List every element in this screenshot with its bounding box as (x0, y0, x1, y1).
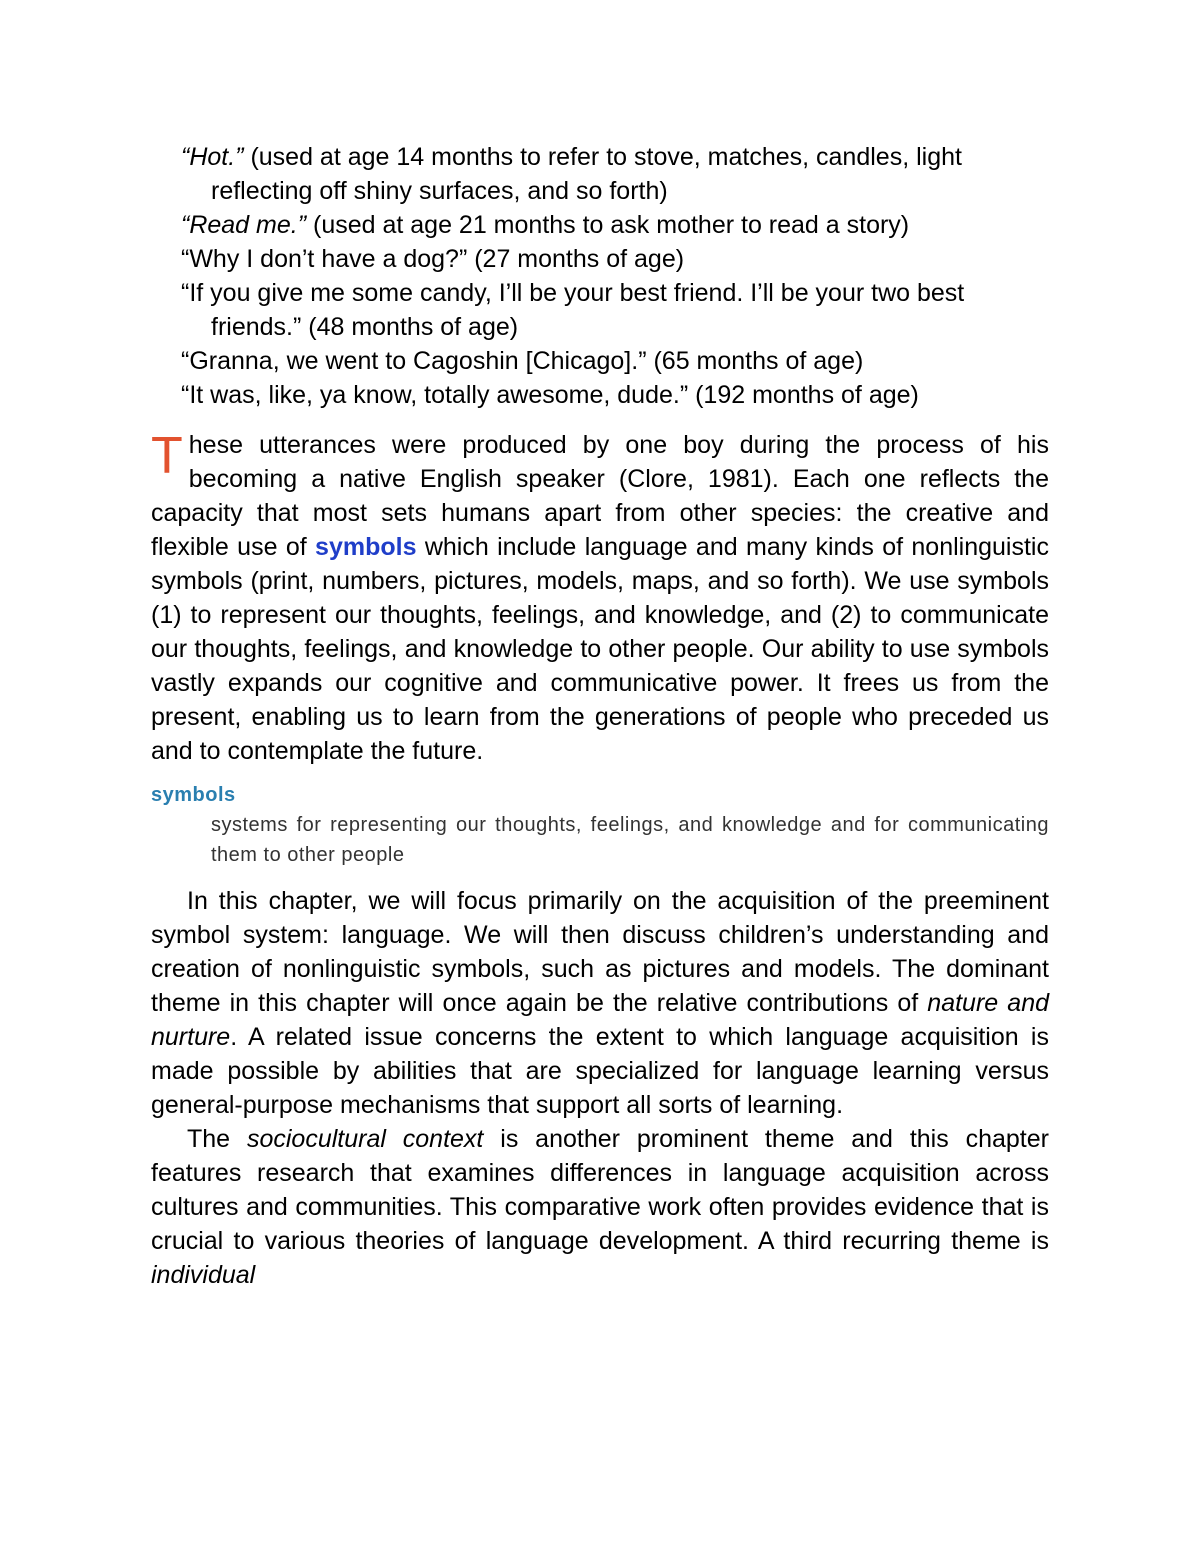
glossary-term: symbols (151, 784, 236, 806)
drop-cap: T (151, 427, 183, 485)
emphasis-individual: individual (151, 1261, 256, 1289)
document-page (151, 140, 1049, 1292)
key-term-symbols: symbols (315, 533, 417, 561)
utterance-note: (used at age 21 months to ask mother to read a story) (306, 211, 910, 239)
utterance-item: “Why I don’t have a dog?” (27 months of age) (181, 245, 685, 273)
intro-text-before: hese utterances were produced by one boy during the process of his becoming a native English speaker (Clore, 1981). Each one reflects the capacity that most sets humans apart from other species: the creative and flexible use of (151, 431, 1049, 561)
utterance-item (181, 140, 1049, 208)
glossary-entry (151, 780, 1049, 870)
intro-paragraph (151, 428, 1049, 768)
paragraph-sociocultural (151, 1122, 1049, 1292)
utterance-note: (used at age 14 months to refer to stove, matches, candles, light reflecting off shiny surfaces, and so forth) (211, 143, 962, 205)
utterance-quote: “Read me.” (181, 211, 307, 239)
emphasis-sociocultural-context: sociocultural context (246, 1125, 484, 1153)
paragraph-chapter-focus (151, 884, 1049, 1122)
paragraph-text: In this chapter, we will focus primarily on the acquisition of the preeminent symbol system: language. We will then discuss children’s understanding and creation of nonlinguistic symbols, such as pictures and models. The dominant theme in this chapter will once again be the relative contributions of (151, 887, 1049, 1017)
paragraph-text: . A related issue concerns the extent to which language acquisition is made possible by abilities that are specialized for language learning versus general-purpose mechanisms that support all sorts of learning. (151, 1023, 1049, 1119)
utterance-item: “If you give me some candy, I’ll be your best friend. I’ll be your two best friends.” (48 months of age) (181, 279, 965, 341)
utterance-list (181, 140, 1049, 412)
glossary-definition: systems for representing our thoughts, feelings, and knowledge and for communicating them to other people (211, 814, 1049, 866)
utterance-quote: “Hot.” (181, 143, 244, 171)
utterance-item: “Granna, we went to Cagoshin [Chicago].” (65 months of age) (181, 347, 864, 375)
utterance-item: “It was, like, ya know, totally awesome, dude.” (192 months of age) (181, 381, 919, 409)
utterance-item (181, 208, 1049, 242)
paragraph-text: is another prominent theme and this chapter features research that examines differences in language acquisition across cultures and communities. This comparative work often provides evidence that is crucial to various theories of language development. A third recurring theme is (151, 1125, 1049, 1255)
intro-text-after: which include language and many kinds of nonlinguistic symbols (print, numbers, pictures, models, maps, and so forth). We use symbols (1) to represent our thoughts, feelings, and knowledge, and (2) to communicate our thoughts, feelings, and knowledge to other people. Our ability to use symbols vastly expands our cognitive and communicative power. It frees us from the present, enabling us to learn from the generations of people who preceded us and to contemplate the future. (151, 533, 1049, 765)
emphasis-nature-nurture: nature and nurture (151, 989, 1049, 1051)
paragraph-text: The (187, 1125, 247, 1153)
